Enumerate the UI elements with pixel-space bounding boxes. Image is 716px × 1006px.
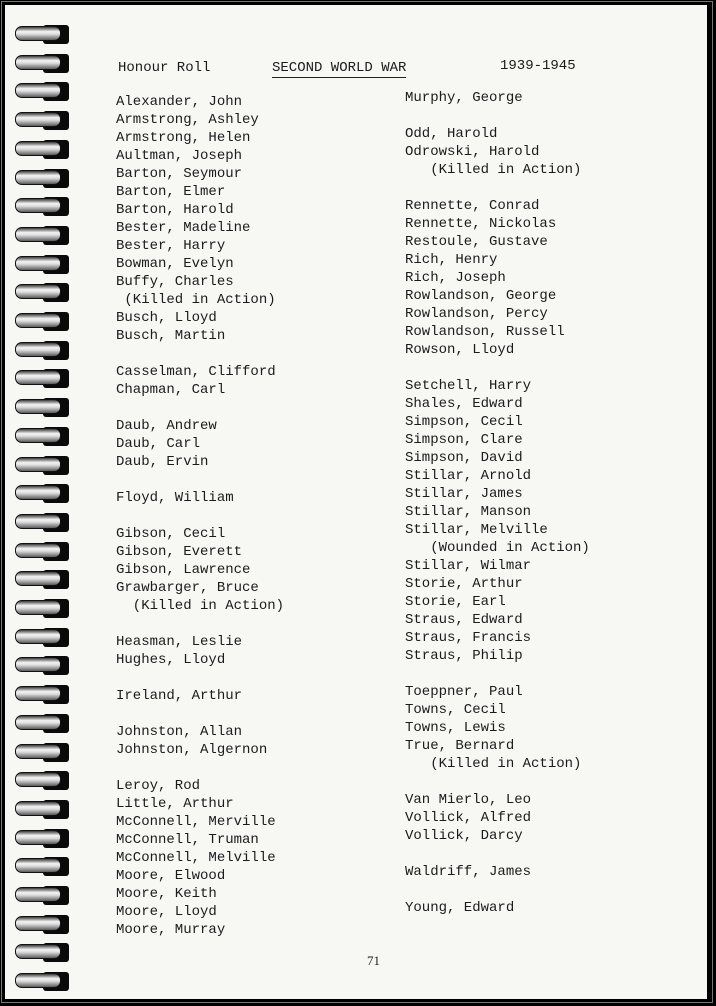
list-item: McConnell, Melville [116,850,276,866]
list-item: True, Bernard [405,738,515,754]
list-item: Little, Arthur [116,796,234,812]
list-item: Rich, Henry [405,252,498,268]
list-item: Johnston, Algernon [116,742,268,758]
list-spacer [405,359,590,377]
list-item: Aultman, Joseph [116,148,243,164]
list-item: Hughes, Lloyd [116,652,226,668]
list-item: Daub, Ervin [116,454,209,470]
binding-coil [15,941,71,963]
list-item: Moore, Keith [116,886,217,902]
list-item: Storie, Arthur [405,576,523,592]
binding-coil [15,884,71,906]
list-item: (Killed in Action) [116,292,276,308]
list-spacer [405,881,590,899]
list-item: Buffy, Charles [116,274,234,290]
list-item: Floyd, William [116,490,234,506]
binding-coil [15,80,71,102]
list-item: Stillar, Wilmar [405,558,532,574]
list-item: Rennette, Nickolas [405,216,557,232]
list-item: Armstrong, Ashley [116,112,259,128]
list-item: Simpson, Cecil [405,414,523,430]
list-spacer [116,507,284,525]
binding-coil [15,970,71,992]
binding-coil [15,769,71,791]
header-date-range: 1939-1945 [500,58,576,74]
list-item: Leroy, Rod [116,778,201,794]
list-item: (Killed in Action) [405,162,582,178]
list-spacer [405,179,590,197]
list-spacer [405,107,590,125]
list-item: Restoule, Gustave [405,234,548,250]
list-item: Rowson, Lloyd [405,342,515,358]
binding-coil [15,224,71,246]
binding-coil [15,741,71,763]
list-item: Chapman, Carl [116,382,226,398]
list-spacer [405,773,590,791]
list-item: McConnell, Truman [116,832,259,848]
list-item: Towns, Lewis [405,720,506,736]
list-item: Gibson, Lawrence [116,562,251,578]
binding-coil [15,683,71,705]
list-item: Setchell, Harry [405,378,532,394]
list-item: Storie, Earl [405,594,506,610]
binding-coil [15,511,71,533]
header-war-title: SECOND WORLD WAR [272,60,407,76]
list-item: Vollick, Alfred [405,810,532,826]
binding-coil [15,855,71,877]
list-item: Daub, Andrew [116,418,217,434]
list-item: Bester, Harry [116,238,226,254]
binding-coil [15,654,71,676]
list-item: Bowman, Evelyn [116,256,234,272]
list-item: Busch, Lloyd [116,310,217,326]
binding-coil [15,281,71,303]
binding-coil [15,798,71,820]
honour-roll-left-column [116,93,284,939]
document-page [5,5,707,999]
list-spacer [116,399,284,417]
list-item: Gibson, Cecil [116,526,226,542]
binding-coil [15,367,71,389]
spiral-binding [15,23,75,999]
list-spacer [116,759,284,777]
list-item: Towns, Cecil [405,702,506,718]
binding-coil [15,712,71,734]
page-header [5,58,707,80]
binding-coil [15,425,71,447]
list-item: Stillar, Melville [405,522,548,538]
list-item: Bester, Madeline [116,220,251,236]
list-item: Daub, Carl [116,436,201,452]
list-item: Barton, Seymour [116,166,243,182]
list-spacer [116,615,284,633]
list-item: Young, Edward [405,900,515,916]
binding-coil [15,913,71,935]
list-item: Shales, Edward [405,396,523,412]
list-item: Rowlandson, George [405,288,557,304]
binding-coil [15,482,71,504]
list-item: (Killed in Action) [405,756,582,772]
list-item: Barton, Elmer [116,184,226,200]
list-item: Toeppner, Paul [405,684,523,700]
binding-coil [15,195,71,217]
list-item: Barton, Harold [116,202,234,218]
binding-coil [15,396,71,418]
list-item: Stillar, Manson [405,504,532,520]
list-item: McConnell, Merville [116,814,276,830]
page-number: 71 [367,953,380,968]
binding-coil [15,626,71,648]
binding-coil [15,23,71,45]
list-item: Heasman, Leslie [116,634,243,650]
list-item: Rowlandson, Percy [405,306,548,322]
binding-coil [15,339,71,361]
list-item: Odrowski, Harold [405,144,540,160]
list-item: Van Mierlo, Leo [405,792,532,808]
list-spacer [405,665,590,683]
list-spacer [405,845,590,863]
binding-coil [15,597,71,619]
list-item: Grawbarger, Bruce [116,580,259,596]
list-item: Armstrong, Helen [116,130,251,146]
list-item: Rich, Joseph [405,270,506,286]
binding-coil [15,253,71,275]
list-item: Stillar, Arnold [405,468,532,484]
list-item: Straus, Francis [405,630,532,646]
binding-coil [15,310,71,332]
list-item: Casselman, Clifford [116,364,276,380]
list-item: Vollick, Darcy [405,828,523,844]
list-spacer [116,471,284,489]
list-item: Alexander, John [116,94,243,110]
binding-coil [15,167,71,189]
list-item: Simpson, David [405,450,523,466]
binding-coil [15,109,71,131]
list-spacer [116,669,284,687]
list-item: Straus, Philip [405,648,523,664]
list-item: Stillar, James [405,486,523,502]
list-item: Moore, Murray [116,922,226,938]
binding-coil [15,138,71,160]
list-spacer [116,705,284,723]
list-item: Murphy, George [405,90,523,106]
list-item: Waldriff, James [405,864,532,880]
list-spacer [116,345,284,363]
binding-coil [15,568,71,590]
list-item: Odd, Harold [405,126,498,142]
list-item: Johnston, Allan [116,724,243,740]
list-item: (Killed in Action) [116,598,285,614]
list-item: Ireland, Arthur [116,688,243,704]
list-item: Moore, Elwood [116,868,226,884]
list-item: Gibson, Everett [116,544,243,560]
list-item: Moore, Lloyd [116,904,217,920]
list-item: Rennette, Conrad [405,198,540,214]
binding-coil [15,454,71,476]
list-item: Straus, Edward [405,612,523,628]
list-item: Busch, Martin [116,328,226,344]
list-item: (Wounded in Action) [405,540,590,556]
binding-coil [15,540,71,562]
header-section-title: Honour Roll [118,60,211,76]
binding-coil [15,827,71,849]
list-item: Simpson, Clare [405,432,523,448]
honour-roll-right-column [405,89,590,917]
list-item: Rowlandson, Russell [405,324,565,340]
